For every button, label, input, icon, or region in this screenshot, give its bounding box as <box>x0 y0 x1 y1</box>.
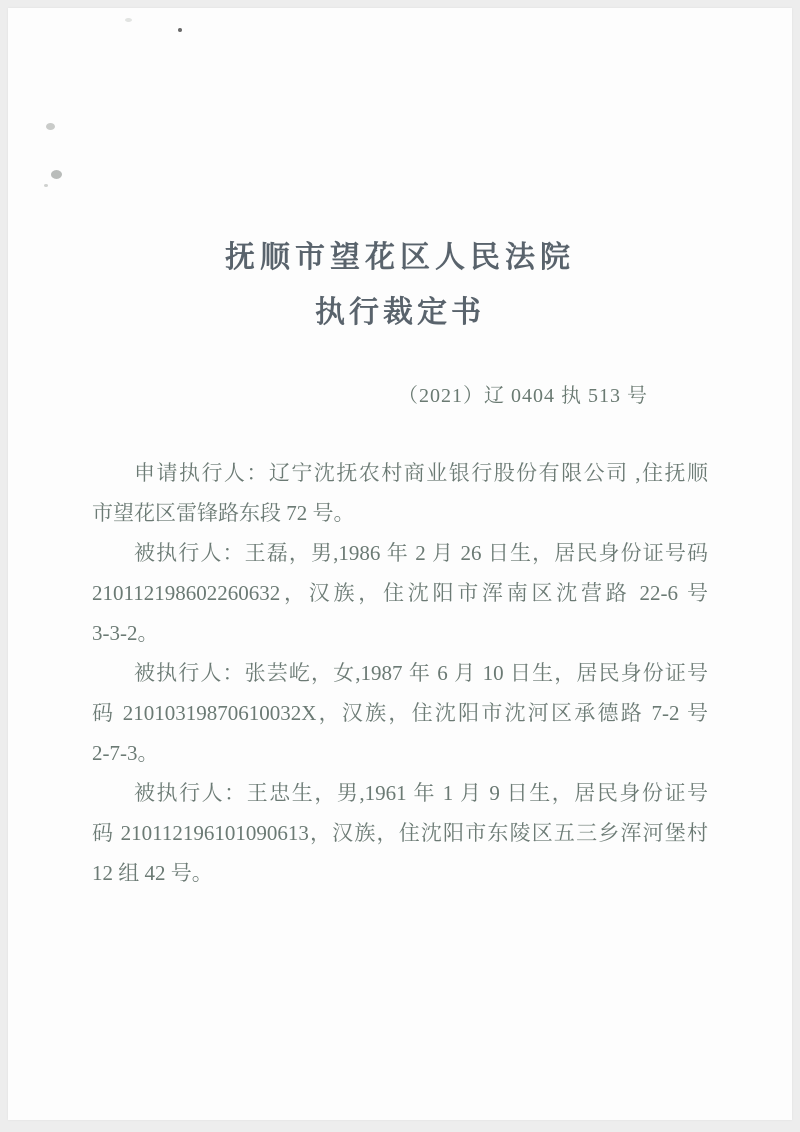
text-line: 码 21010319870610032X，汉族，住沈阳市沈河区承德路 7-2 号 <box>92 701 708 725</box>
text-line: 被执行人：王忠生，男,1961 年 1 月 9 日生，居民身份证号 <box>134 781 708 805</box>
text-line: 2-7-3。 <box>92 741 159 765</box>
case-number: （2021）辽 0404 执 513 号 <box>398 385 648 407</box>
paragraph-respondent-3 <box>92 773 708 893</box>
text-line: 12 组 42 号。 <box>92 861 213 885</box>
text-line: 申请执行人：辽宁沈抚农村商业银行股份有限公司 ,住抚顺 <box>134 461 708 485</box>
paragraph-applicant <box>92 453 708 533</box>
text-line: 码 210112196101090613，汉族，住沈阳市东陵区五三乡浑河堡村 <box>92 821 708 845</box>
scan-speckle <box>46 123 55 130</box>
scan-speckle <box>44 184 48 187</box>
paragraph-respondent-2 <box>92 653 708 773</box>
scan-speckle <box>178 28 182 32</box>
scan-speckle <box>125 18 132 22</box>
document-page <box>8 8 792 1120</box>
text-line: 市望花区雷锋路东段 72 号。 <box>92 501 355 525</box>
scan-speckle <box>51 170 62 179</box>
text-line: 被执行人：王磊，男,1986 年 2 月 26 日生，居民身份证号码 <box>134 541 708 565</box>
document-type-title: 执行裁定书 <box>315 296 485 329</box>
paragraph-respondent-1 <box>92 533 708 653</box>
text-line: 被执行人：张芸屹，女,1987 年 6 月 10 日生，居民身份证号 <box>134 661 708 685</box>
document-body <box>8 453 792 893</box>
text-line: 210112198602260632，汉族，住沈阳市浑南区沈营路 22-6 号 <box>92 581 708 605</box>
text-line: 3-3-2。 <box>92 621 159 645</box>
court-name-title: 抚顺市望花区人民法院 <box>225 241 575 274</box>
